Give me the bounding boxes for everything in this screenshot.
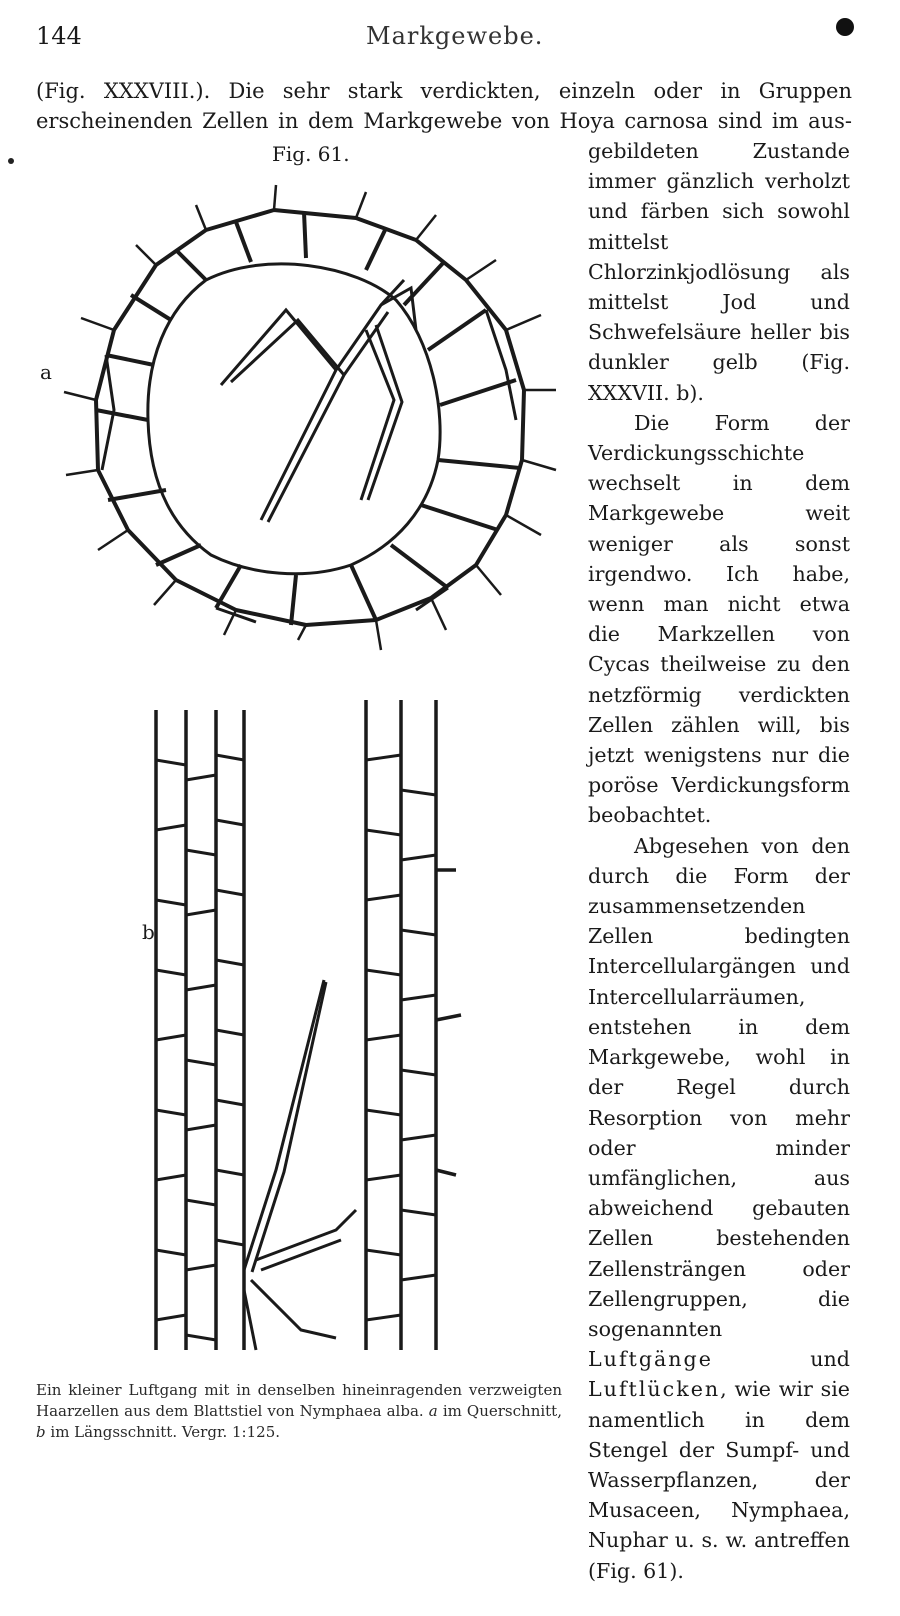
caption-text-2: im Querschnitt,: [442, 1402, 562, 1420]
caption-text-3: im Längsschnitt. Vergr. 1:125.: [50, 1423, 281, 1441]
running-title: Markgewebe.: [366, 22, 544, 50]
caption-label-b: b: [36, 1423, 46, 1441]
figure-label-b: b: [142, 920, 155, 944]
ink-blot: [836, 18, 854, 36]
intro-line-1: (Fig. XXXVIII.). Die sehr stark verdickten, einzeln oder in Gruppen: [36, 79, 852, 103]
figure-illustration: [36, 170, 576, 1370]
longitudinal-right: [366, 700, 461, 1350]
paragraph-3-end: , wie wir sie namentlich in dem Stengel der Sumpf- und Wasserpflanzen, der Musaceen, Nymphaea, Nuphar u. s. w. antreffen (Fig. 61).: [588, 1377, 850, 1583]
conjunction: und: [810, 1347, 850, 1372]
caption-text-1: Ein kleiner Luftgang mit in denselben hineinragenden verzweigten Haarzellen aus dem Blattstiel von Nymphaea alba.: [36, 1381, 562, 1420]
right-column-text: [588, 136, 850, 1586]
hair-cell-a: [221, 280, 416, 522]
paragraph-2: Die Form der Verdickungsschichte wechselt in dem Markgewebe weit weniger als sonst irgendwo. Ich habe, wenn man nicht etwa die Markzellen von Cycas theilweise zu den netzförmig verdickten Zellen zählen will, bis jetzt wenigstens nur die poröse Verdickungsform beobachtet.: [588, 410, 850, 828]
paragraph-3: [588, 831, 850, 1586]
paragraph-1: gebildeten Zustande immer gänzlich verholzt und färben sich sowohl mittelst Chlorzinkjodlösung als mittelst Jod und Schwefelsäure heller bis dunkler gelb (Fig. XXXVII. b).: [588, 139, 850, 405]
stray-mark: [8, 158, 14, 164]
term-luftluecken: Luftlücken: [588, 1377, 721, 1402]
paragraph-3-start: Abgesehen von den durch die Form der zusammensetzenden Zellen bedingten Intercellulargängen und Intercellularräumen, entstehen in dem Markgewebe, wohl in der Regel durch Resorption von mehr oder minder umfänglichen, aus abweichend gebauten Zellen bestehenden Zellensträngen oder Zellengruppen, die sogenannten: [588, 833, 850, 1341]
page-number: 144: [36, 22, 82, 50]
caption-label-a: a: [428, 1402, 438, 1420]
figure-caption: [36, 1380, 562, 1443]
hair-cell-b: [244, 980, 356, 1350]
intro-line-2: erscheinenden Zellen in dem Markgewebe von Hoya carnosa sind im aus-: [36, 109, 852, 133]
longitudinal-left: [156, 710, 244, 1350]
cross-section-ring: [96, 210, 524, 625]
term-luftgaenge: Luftgänge: [588, 1347, 713, 1372]
figure-title: Fig. 61.: [272, 142, 350, 166]
figure-label-a: a: [40, 360, 52, 384]
